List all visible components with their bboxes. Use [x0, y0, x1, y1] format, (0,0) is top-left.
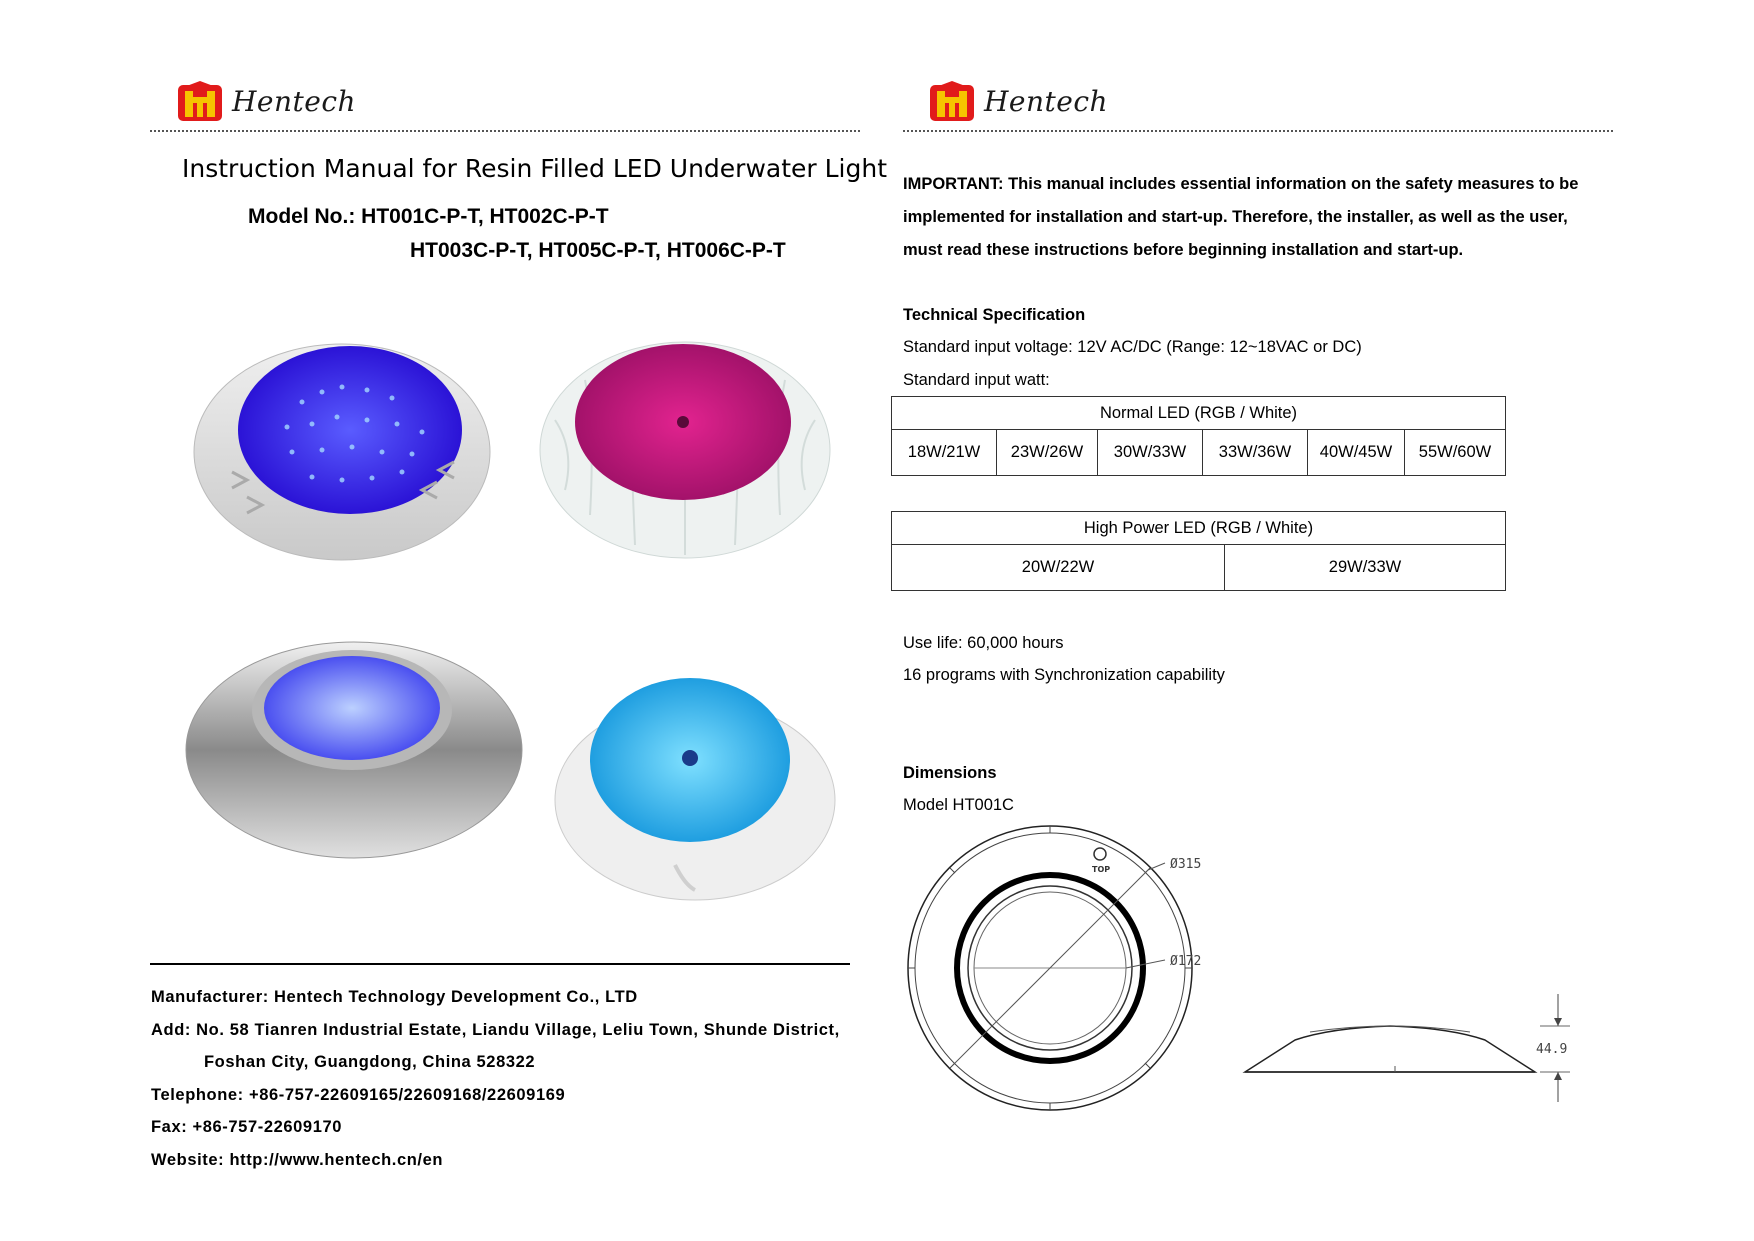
product-photo-ht003c: [184, 640, 524, 875]
side-view-drawing: [1240, 990, 1600, 1105]
tech-spec-heading: Technical Specification: [903, 306, 1086, 324]
high-power-led-cell: 29W/33W: [1225, 545, 1506, 591]
header-divider-left: [150, 130, 860, 132]
programs: 16 programs with Synchronization capability: [903, 666, 1225, 684]
hentech-logo-icon: [176, 79, 224, 123]
top-mark: TOP: [1092, 865, 1111, 874]
normal-led-cell: 23W/26W: [997, 430, 1098, 476]
normal-led-header: Normal LED (RGB / White): [892, 397, 1506, 430]
normal-led-cell: 55W/60W: [1405, 430, 1506, 476]
input-voltage: Standard input voltage: 12V AC/DC (Range: 12~18VAC or DC): [903, 338, 1362, 356]
hentech-logo-icon: [928, 79, 976, 123]
important-line-3: must read these instructions before beginning installation and start-up.: [903, 241, 1464, 259]
address-line-1: Add: No. 58 Tianren Industrial Estate, Liandu Village, Leliu Town, Shunde District,: [151, 1021, 840, 1039]
input-watt-label: Standard input watt:: [903, 371, 1050, 389]
hentech-logo-right: [928, 79, 1108, 123]
high-power-led-cell: 20W/22W: [892, 545, 1225, 591]
model-line-2: HT003C-P-T, HT005C-P-T, HT006C-P-T: [410, 239, 786, 262]
website-link[interactable]: Website: http://www.hentech.cn/en: [151, 1151, 444, 1169]
address-line-2: Foshan City, Guangdong, China 528322: [204, 1053, 536, 1071]
high-power-led-header: High Power LED (RGB / White): [892, 512, 1506, 545]
logo-text: Hentech: [984, 84, 1109, 118]
normal-led-cell: 18W/21W: [892, 430, 997, 476]
model-line-1: Model No.: HT001C-P-T, HT002C-P-T: [248, 205, 609, 228]
model-label: Model HT001C: [903, 796, 1014, 814]
normal-led-cell: 33W/36W: [1203, 430, 1308, 476]
inner-diameter-label: Ø172: [1170, 954, 1202, 969]
normal-led-cell: 30W/33W: [1098, 430, 1203, 476]
fax: Fax: +86-757-22609170: [151, 1118, 343, 1136]
top-marker-icon: [1094, 848, 1106, 860]
dimensions-heading: Dimensions: [903, 764, 997, 782]
outer-diameter-label: Ø315: [1170, 857, 1202, 872]
use-life: Use life: 60,000 hours: [903, 634, 1064, 652]
footer-rule: [150, 963, 850, 965]
product-photo-ht002c: [535, 340, 835, 580]
hentech-logo-left: [176, 79, 356, 123]
high-power-led-table: [891, 511, 1506, 591]
height-label: 44.9: [1536, 1042, 1568, 1057]
telephone: Telephone: +86-757-22609165/22609168/22609169: [151, 1086, 566, 1104]
front-view-drawing: [900, 820, 1230, 1120]
normal-led-table: [891, 396, 1506, 476]
manual-title: Instruction Manual for Resin Filled LED Underwater Light: [182, 154, 888, 183]
manufacturer: Manufacturer: Hentech Technology Development Co., LTD: [151, 988, 638, 1006]
important-line-2: implemented for installation and start-up. Therefore, the installer, as well as the user,: [903, 208, 1568, 226]
product-photo-ht005c: [550, 670, 840, 915]
logo-text: Hentech: [232, 84, 357, 118]
product-photo-ht001c: [192, 332, 492, 567]
header-divider-right: [903, 130, 1613, 132]
important-line-1: IMPORTANT: This manual includes essential information on the safety measures to be: [903, 175, 1579, 193]
normal-led-cell: 40W/45W: [1308, 430, 1405, 476]
